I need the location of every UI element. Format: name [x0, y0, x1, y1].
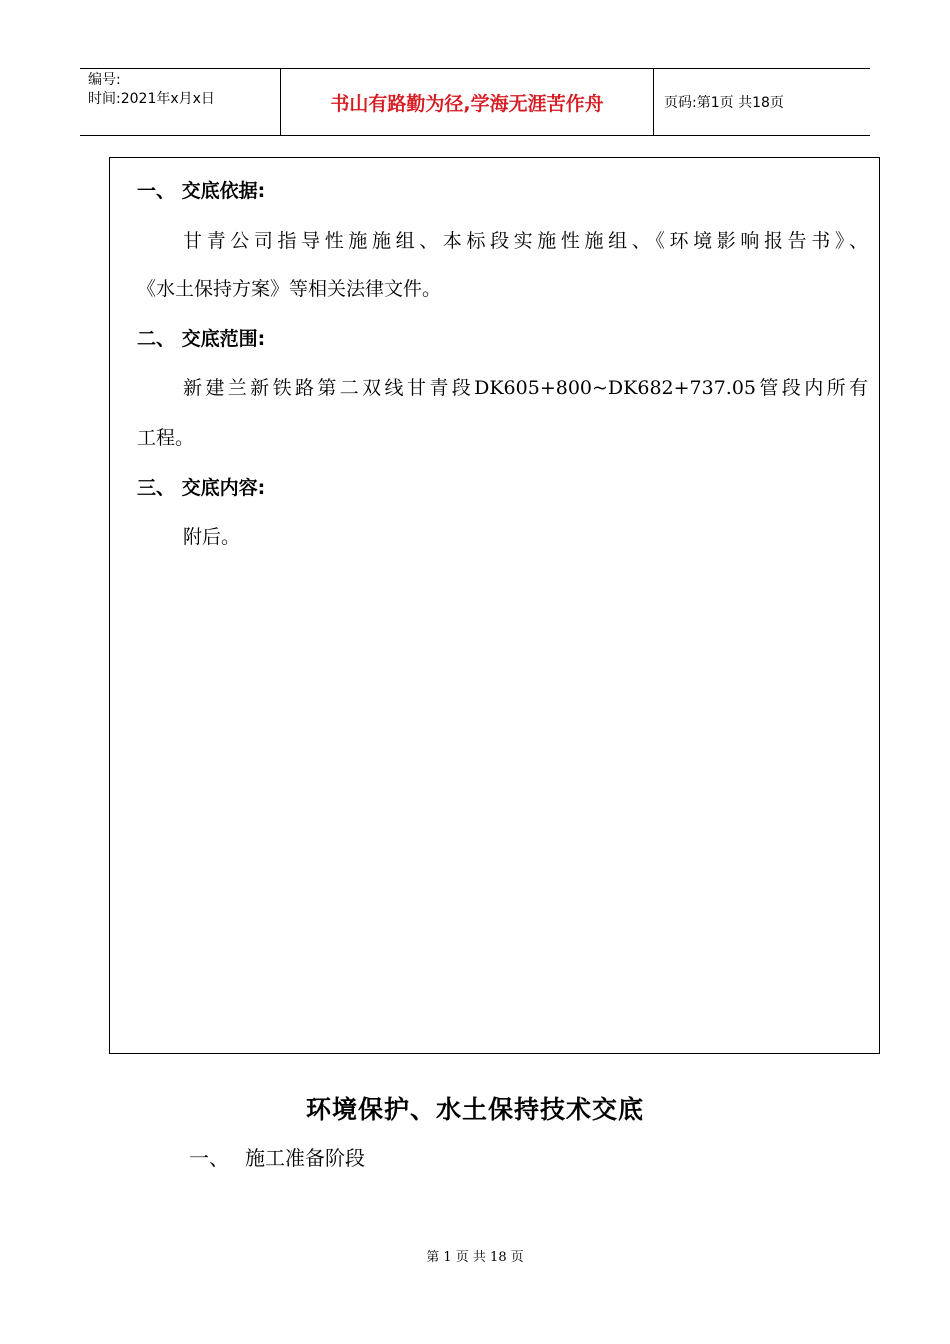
page-header: [80, 68, 870, 136]
section-2-heading: 二、 交底范围:: [137, 328, 266, 350]
section-2-text-line-2: 工程。: [137, 427, 195, 449]
document-time-label: 时间:2021年x月x日: [88, 91, 215, 107]
section-2-text-line-1: 新建兰新铁路第二双线甘青段DK605+800~DK682+737.05管段内所有: [183, 377, 868, 399]
page-footer: 第 1 页 共 18 页: [426, 1250, 524, 1265]
header-page-info: 页码:第1页 共18页: [664, 95, 784, 111]
step-1-number: 一、: [189, 1146, 229, 1170]
header-meta: [80, 69, 281, 135]
document-title: 环境保护、水土保持技术交底: [305, 1095, 644, 1124]
section-3-text-line-1: 附后。: [183, 526, 241, 548]
section-1-heading: 一、 交底依据:: [137, 180, 266, 202]
step-1-heading: [189, 1142, 365, 1171]
header-motto: 书山有路勤为径,学海无涯苦作舟: [281, 69, 654, 135]
step-1-label: 施工准备阶段: [245, 1146, 365, 1170]
section-1-text-line-1: 甘青公司指导性施施组、本标段实施性施组、《环境影响报告书》、: [183, 230, 868, 252]
section-1-text-line-2: 《水土保持方案》等相关法律文件。: [137, 278, 442, 300]
section-3-heading: 三、 交底内容:: [137, 477, 266, 499]
document-number-label: 编号:: [88, 72, 121, 88]
